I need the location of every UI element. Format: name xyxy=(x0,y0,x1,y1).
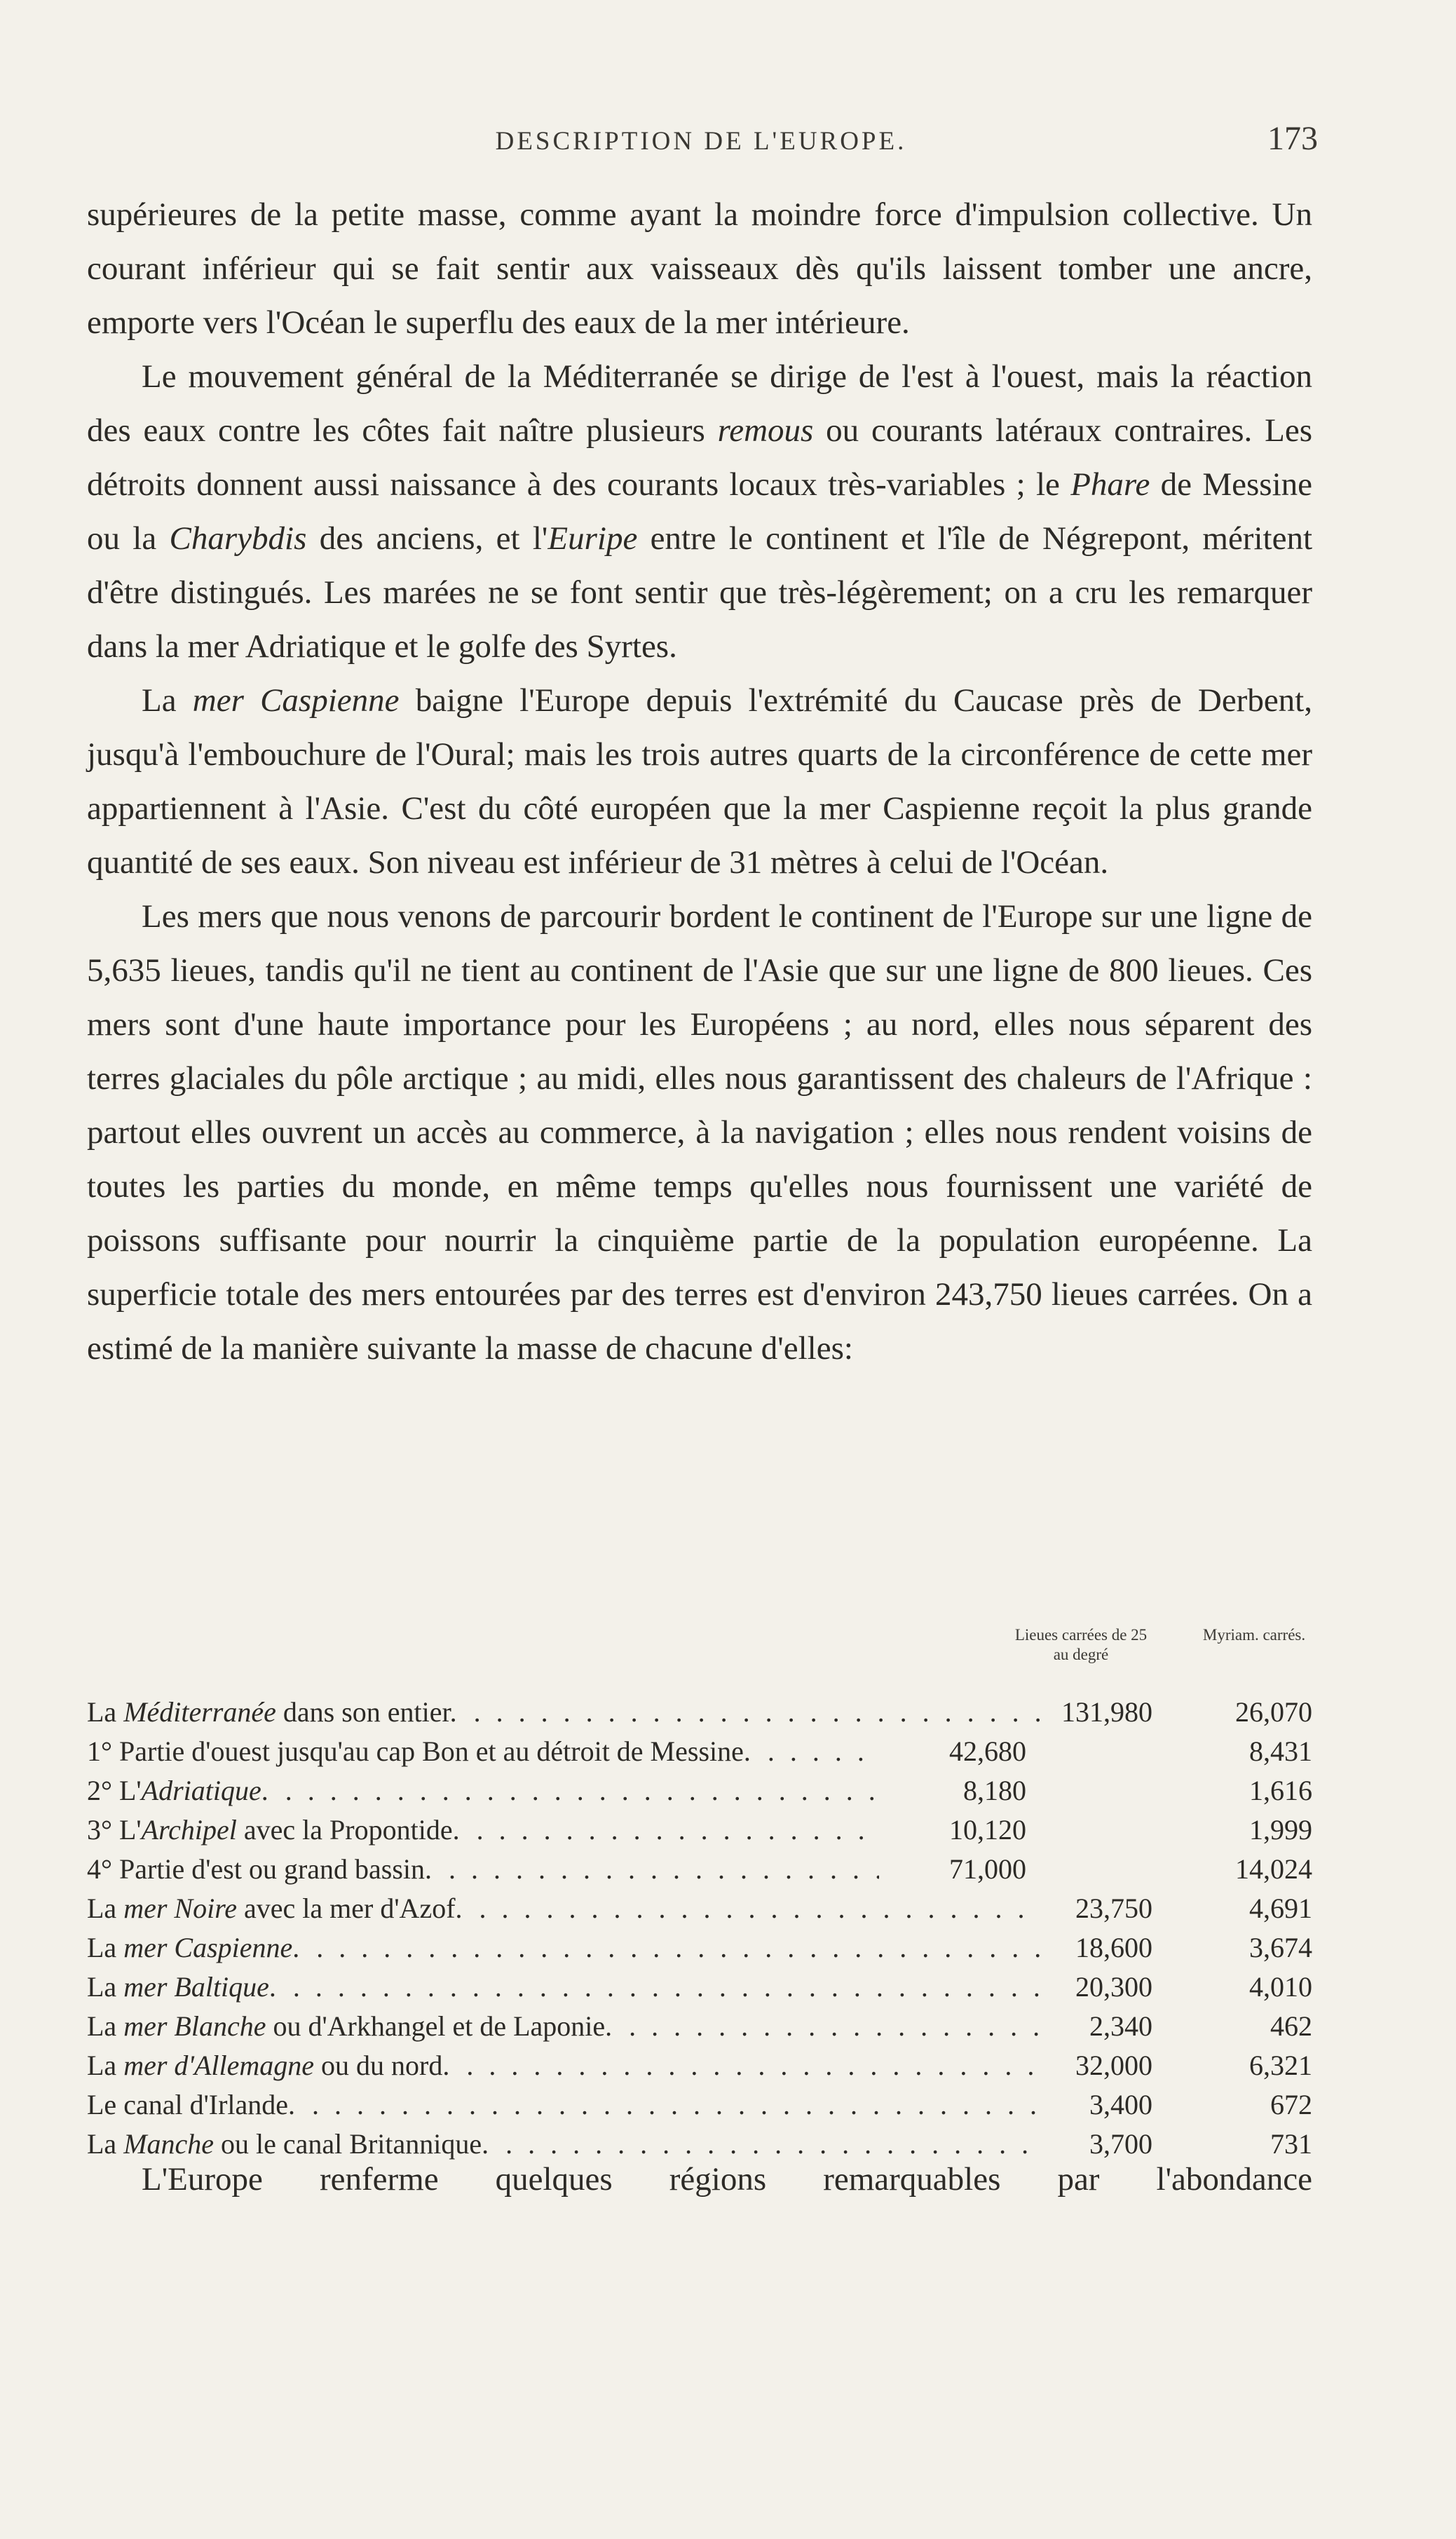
table-row xyxy=(87,1889,1312,1928)
sea-name: Manche xyxy=(123,2128,215,2160)
row-label-text xyxy=(87,1696,463,1728)
table-row xyxy=(87,1771,1312,1810)
myriametres-value: 14,024 xyxy=(1235,1853,1312,1885)
lieues-value: 20,300 xyxy=(1075,1971,1152,2003)
lieues-value: 32,000 xyxy=(1075,2050,1152,2081)
table-header xyxy=(87,1625,1312,1693)
label-part: La xyxy=(87,2128,124,2160)
italic-term: Charybdis xyxy=(169,520,307,557)
sub-value: 71,000 xyxy=(879,1850,1026,1889)
seas-table xyxy=(87,1625,1312,2164)
myriametres-value: 462 xyxy=(1270,2010,1312,2042)
sea-name: mer d'Allemagne xyxy=(123,2050,315,2081)
label-part: ou du nord. xyxy=(314,2050,450,2081)
lieues-value: 3,400 xyxy=(1089,2089,1152,2120)
table-rows xyxy=(87,1693,1312,2164)
italic-term: mer Caspienne xyxy=(192,682,400,719)
table-row xyxy=(87,1928,1312,1968)
myriametres-value: 4,691 xyxy=(1249,1893,1312,1924)
sub-value: 10,120 xyxy=(879,1810,1026,1850)
sub-value: 8,180 xyxy=(879,1771,1026,1810)
myriametres-value: 6,321 xyxy=(1249,2050,1312,2081)
label-part: avec la Propontide. xyxy=(236,1814,460,1846)
table-row xyxy=(87,1732,1312,1771)
myriametres-value: 672 xyxy=(1270,2089,1312,2120)
label-part: La xyxy=(87,2050,124,2081)
italic-term: Euripe xyxy=(547,520,638,557)
text-run: entre le continent et l'île de Négrepont, méritent d'être distingués. Les marées ne se font sentir que très-légèrement; on a cru les remarquer dans la mer Adriatique et le golfe des Syrtes. xyxy=(87,520,1312,665)
label-part: La xyxy=(87,1971,124,2003)
text-run: des anciens, et l' xyxy=(306,520,548,557)
closing-line: L'Europe renferme quelques régions remarquables par l'abondance xyxy=(142,2161,1312,2198)
lieues-value: 131,980 xyxy=(1061,1696,1152,1728)
label-part: . xyxy=(292,1932,300,1963)
label-part: dans son entier. xyxy=(275,1696,457,1728)
label-part: avec la mer d'Azof. xyxy=(237,1893,463,1924)
label-part: La xyxy=(87,1893,124,1924)
body-text xyxy=(87,188,1312,1376)
text-run: supérieures de la petite masse, comme ayant la moindre force d'impulsion collective. Un courant inférieur qui se fait sentir aux vaisseaux dès qu'ils laissent tomber une ancre, emporte vers l'Océan le superflu des eaux de la mer intérieure. xyxy=(87,196,1312,341)
sea-name: mer Baltique xyxy=(123,1971,269,2003)
row-label-text xyxy=(87,1893,468,1924)
table-row xyxy=(87,1968,1312,2007)
row-label xyxy=(87,2085,1040,2125)
paragraph xyxy=(87,890,1312,1376)
table-row xyxy=(87,1693,1312,1732)
row-label xyxy=(87,1968,1040,2007)
sea-name: mer Caspienne xyxy=(123,1932,293,1963)
text-run: ou courants latéraux contraires. Les détroits donnent aussi naissance à des courants locaux très-variables ; le xyxy=(87,412,1312,503)
row-label-text xyxy=(87,1971,282,2003)
italic-term: Phare xyxy=(1070,466,1150,503)
lieues-value: 2,340 xyxy=(1089,2010,1152,2042)
label-part: 1° Partie d'ouest jusqu'au cap Bon et au détroit de Messine. xyxy=(87,1735,751,1767)
sea-name: Méditerranée xyxy=(123,1696,276,1728)
label-part: ou d'Arkhangel et de Laponie. xyxy=(266,2010,613,2042)
paragraph xyxy=(87,188,1312,350)
row-label-text xyxy=(87,1775,274,1806)
paragraph xyxy=(87,674,1312,890)
sub-value: 42,680 xyxy=(879,1732,1026,1771)
row-label-text xyxy=(87,2050,455,2081)
myriametres-value: 1,616 xyxy=(1249,1775,1312,1806)
label-part: La xyxy=(87,1932,124,1963)
label-part: ou le canal Britannique. xyxy=(214,2128,489,2160)
table-row xyxy=(87,2085,1312,2125)
sea-name: mer Blanche xyxy=(123,2010,266,2042)
table-row xyxy=(87,2007,1312,2046)
italic-term: remous xyxy=(717,412,814,449)
myriametres-value: 4,010 xyxy=(1249,1971,1312,2003)
label-part: La xyxy=(87,2010,124,2042)
label-part: 2° L' xyxy=(87,1775,142,1806)
row-label-text xyxy=(87,2010,618,2042)
row-label xyxy=(87,1928,1040,1968)
lieues-value: 23,750 xyxy=(1075,1893,1152,1924)
myriametres-value: 731 xyxy=(1270,2128,1312,2160)
row-label-text xyxy=(87,1853,437,1885)
paragraph xyxy=(87,350,1312,674)
label-part: La xyxy=(87,1696,124,1728)
page-number: 173 xyxy=(1267,120,1318,157)
table-row xyxy=(87,1850,1312,1889)
row-label xyxy=(87,1889,1040,1928)
label-part: . xyxy=(268,1971,276,2003)
label-part: . xyxy=(261,1775,268,1806)
row-label-text xyxy=(87,1932,305,1963)
sea-name: Adriatique xyxy=(141,1775,261,1806)
label-part: 4° Partie d'est ou grand bassin. xyxy=(87,1853,433,1885)
row-label xyxy=(87,2046,1040,2085)
row-label-text xyxy=(87,2089,301,2120)
text-run: Les mers que nous venons de parcourir bordent le continent de l'Europe sur une ligne de 5,635 lieues, tandis qu'il ne tient au continent de l'Asie que sur une ligne de 800 lieues. Ces mers sont d'une haute importance pour les Européens ; au nord, elles nous séparent des terres glaciales du pôle arctique ; au midi, elles nous garantissent des chaleurs de l'Afrique : partout elles ouvrent un accès au commerce, à la navigation ; elles nous rendent voisins de toutes les parties du monde, en même temps qu'elles nous fournissent une variété de poissons suffisante pour nourrir la cinquième partie de la population européenne. La superficie totale des mers entourées par des terres est d'environ 243,750 lieues carrées. On a estimé de la manière suivante la masse de chacune d'elles: xyxy=(87,898,1312,1367)
label-part: Le canal d'Irlande. xyxy=(87,2089,296,2120)
column-header-myriametres: Myriam. carrés. xyxy=(1202,1626,1306,1644)
myriametres-value: 26,070 xyxy=(1235,1696,1312,1728)
text-run: La xyxy=(142,682,193,719)
row-label-text xyxy=(87,1735,756,1767)
text-run: baigne l'Europe depuis l'extrémité du Caucase près de Derbent, jusqu'à l'embouchure de l'Oural; mais les trois autres quarts de la circonférence de cette mer appartiennent à l'Asie. C'est du côté européen que la mer Caspienne reçoit la plus grande quantité de ses eaux. Son niveau est inférieur de 31 mètres à celui de l'Océan. xyxy=(87,682,1312,881)
row-label xyxy=(87,2007,1040,2046)
myriametres-value: 1,999 xyxy=(1249,1814,1312,1846)
myriametres-value: 3,674 xyxy=(1249,1932,1312,1963)
table-row xyxy=(87,2046,1312,2085)
table-row xyxy=(87,1810,1312,1850)
sea-name: mer Noire xyxy=(123,1893,238,1924)
lieues-value: 18,600 xyxy=(1075,1932,1152,1963)
column-header-lieues: Lieues carrées de 25 au degré xyxy=(1014,1626,1148,1663)
row-label xyxy=(87,1693,1040,1732)
running-title: DESCRIPTION DE L'EUROPE. xyxy=(495,127,907,156)
row-label-text xyxy=(87,1814,465,1846)
lieues-value: 3,700 xyxy=(1089,2128,1152,2160)
sea-name: Archipel xyxy=(141,1814,237,1846)
myriametres-value: 8,431 xyxy=(1249,1735,1312,1767)
running-header xyxy=(84,119,1318,168)
text-run: Le mouvement général de la Méditerranée se dirige de l'est à l'ouest, mais la réaction des eaux contre les côtes fait naître plusieurs xyxy=(87,358,1312,449)
text-run: de Messine ou la xyxy=(87,466,1313,557)
label-part: 3° L' xyxy=(87,1814,142,1846)
